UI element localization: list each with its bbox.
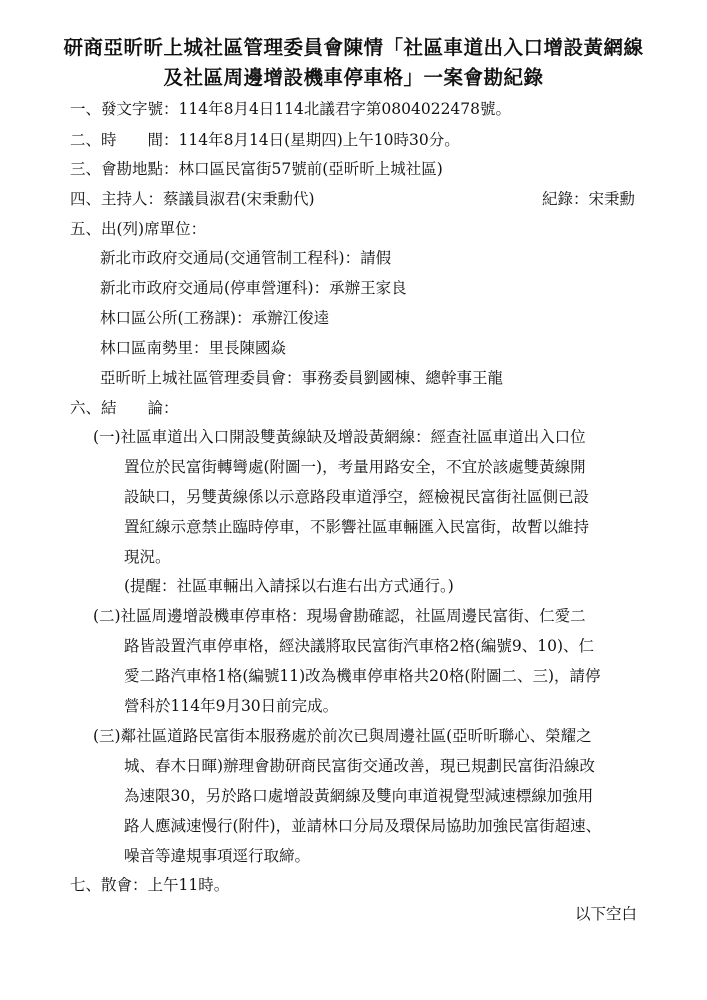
conclusion-1-note: (提醒：社區車輛出入請採以右進右出方式通行。) [124, 577, 454, 595]
conclusion-2-line: 路皆設置汽車停車格，經決議將取民富街汽車格2格(編號9、10)、仁 [124, 637, 595, 655]
conclusion-1-line: 置位於民富街轉彎處(附圖一)，考量用路安全，不宜於該處雙黃線開 [124, 458, 586, 476]
attendee-item: 新北市政府交通局(停車營運科)：承辦王家良 [100, 279, 407, 297]
attendee-item: 林口區公所(工務課)：承辦江俊逵 [100, 309, 330, 327]
conclusion-2-line: (二)社區周邊增設機車停車格：現場會勘確認，社區周邊民富街、仁愛二 [93, 607, 586, 625]
meeting-place: 三、會勘地點：林口區民富街57號前(亞昕昕上城社區) [70, 160, 443, 178]
attendee-item: 亞昕昕上城社區管理委員會：事務委員劉國棟、總幹事王龍 [100, 369, 504, 387]
meeting-time: 二、時 間：114年8月14日(星期四)上午10時30分。 [70, 131, 460, 149]
doc-number: 一、發文字號：114年8月4日114北議君字第0804022478號。 [70, 100, 512, 118]
meeting-host: 四、主持人：蔡議員淑君(宋秉勳代) [70, 190, 315, 208]
conclusion-3-line: 為速限30，另於路口處增設黃網線及雙向車道視覺型減速標線加強用 [124, 787, 594, 805]
conclusion-1-line: (一)社區車道出入口開設雙黃線缺及增設黃網線：經查社區車道出入口位 [93, 428, 586, 446]
adjourn-time: 七、散會：上午11時。 [70, 876, 230, 894]
attendees-label: 五、出(列)席單位： [70, 220, 207, 238]
blank-below-note: 以下空白 [574, 905, 637, 923]
attendee-item: 林口區南勢里：里長陳國焱 [100, 339, 287, 357]
conclusion-3-line: (三)鄰社區道路民富街本服務處於前次已與周邊社區(亞昕昕聯心、榮耀之 [93, 727, 592, 745]
conclusion-3-line: 噪音等違規事項逕行取締。 [124, 847, 311, 865]
meeting-recorder: 紀錄：宋秉勳 [541, 190, 635, 208]
conclusion-1-line: 現況。 [124, 548, 171, 566]
conclusion-3-line: 城、春木日暉)辦理會勘研商民富街交通改善，現已規劃民富街沿線改 [124, 757, 596, 775]
attendee-item: 新北市政府交通局(交通管制工程科)：請假 [100, 249, 392, 267]
conclusion-2-line: 營科於114年9月30日前完成。 [124, 697, 339, 715]
document-title-line1: 研商亞昕昕上城社區管理委員會陳情「社區車道出入口增設黃網線 [63, 36, 644, 59]
conclusion-label: 六、結 論： [70, 399, 179, 417]
conclusion-1-line: 設缺口，另雙黃線係以示意路段車道淨空，經檢視民富街社區側已設 [124, 488, 590, 506]
conclusion-1-line: 置紅線示意禁止臨時停車，不影響社區車輛匯入民富街，故暫以維持 [124, 518, 590, 536]
document-title-line2: 及社區周邊增設機車停車格」一案會勘紀錄 [163, 66, 544, 89]
conclusion-2-line: 愛二路汽車格1格(編號11)改為機車停車格共20格(附圖二、三)，請停 [124, 667, 601, 685]
conclusion-3-line: 路人應減速慢行(附件)，並請林口分局及環保局協助加強民富街超速、 [124, 817, 602, 835]
